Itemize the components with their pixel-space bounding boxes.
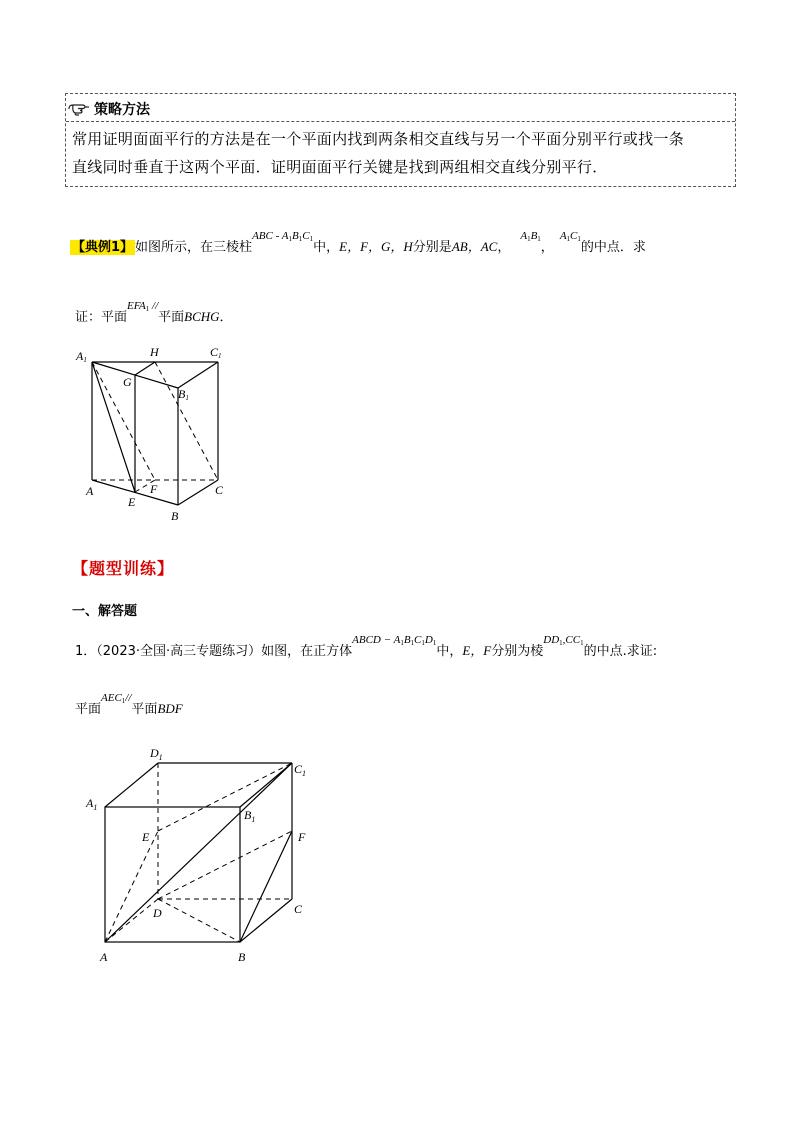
label-f: F (150, 482, 158, 496)
plane-sub: 1 (121, 697, 126, 705)
edge-sub: 1 (580, 639, 584, 647)
strategy-line-2: 直线同时垂直于这两个平面．证明面面平行关键是找到两组相交直线分别平行． (72, 158, 608, 176)
label-a1: A1 (76, 349, 87, 364)
cube-sub: 1 (410, 639, 415, 647)
seg-part: C (570, 230, 578, 242)
label-c: C (294, 902, 303, 916)
label-d1: $D_1$ (150, 746, 163, 762)
parallel-symbol: // (149, 300, 159, 312)
question-number: 1． (75, 644, 97, 659)
question-text: 中， (436, 644, 463, 659)
prism-part: B (292, 230, 299, 242)
label-b1: B1 (178, 387, 189, 402)
edge-sub: 1 (559, 639, 563, 647)
question-text: 平面 (131, 702, 158, 717)
example1-line-2 (75, 300, 233, 325)
segment-a1b1 (520, 230, 540, 242)
question1-line-1 (75, 634, 658, 659)
parallel-symbol: // (125, 692, 132, 704)
segment-a1c1 (560, 230, 581, 242)
label-a: A (100, 950, 108, 964)
strategy-box (65, 93, 736, 187)
prism-figure (70, 340, 240, 525)
cube-name (352, 634, 436, 646)
label-f: F (298, 830, 306, 844)
label-b: B (171, 509, 179, 523)
plane-sub: 1 (145, 305, 150, 313)
segments: AB，AC (451, 239, 498, 254)
cube-part: C (414, 634, 422, 646)
example1-text: ， (540, 240, 554, 255)
cube-part: D (424, 634, 433, 646)
seg-part: B (530, 230, 538, 242)
strategy-body (72, 125, 732, 181)
example-tag: 【典例1】 (72, 240, 134, 255)
seg-sub: 1 (566, 235, 571, 243)
prism-part: ABC - A (252, 230, 289, 242)
plane-bchg: BCHG (184, 309, 220, 324)
label-b: B (238, 950, 246, 964)
seg-part: A (559, 230, 567, 242)
example1-text: ， (497, 240, 511, 255)
strategy-divider (66, 121, 735, 122)
label-e: E (128, 495, 136, 509)
question1-line-2 (75, 692, 183, 717)
cube-sub: 1 (432, 639, 437, 647)
cube-figure (80, 735, 330, 970)
label-a: A (86, 484, 94, 498)
label-b1: $B_1$ (244, 808, 256, 824)
example1-text: 平面 (158, 310, 185, 325)
edges (543, 634, 583, 646)
strategy-line-1: 常用证明面面平行的方法是在一个平面内找到两条相交直线与另一个平面分别平行或找一条 (72, 130, 685, 148)
edge-part: ,CC (562, 634, 581, 646)
prism-part: C (302, 230, 310, 242)
cube-part: ABCD − A (352, 634, 401, 646)
seg-part: A (520, 230, 528, 242)
example1-text: 证：平面 (75, 310, 128, 325)
prism-sub: 1 (288, 235, 293, 243)
label-a1: $A_1$ (86, 796, 98, 812)
example1-text: 如图所示，在三棱柱 (135, 240, 253, 255)
question-text: 分别为棱 (491, 644, 544, 659)
seg-sub: 1 (527, 235, 531, 243)
prism-name (252, 230, 313, 242)
cube-part: B (403, 634, 411, 646)
plane-aec1 (101, 692, 131, 704)
label-e: E (142, 830, 150, 844)
points-list: E，F，G，H (339, 239, 413, 254)
cube-sub: 1 (400, 639, 404, 647)
subsection-title: 一、解答题 (72, 604, 138, 619)
strategy-title: 策略方法 (94, 102, 150, 118)
plane-efa1 (127, 300, 158, 312)
label-c: C (215, 483, 224, 497)
example1-text: 的中点．求 (580, 240, 646, 255)
example1-line-1 (70, 230, 646, 255)
example1-text: 分别是 (412, 240, 452, 255)
example1-text: ． (219, 310, 233, 325)
prism-sub: 1 (309, 235, 314, 243)
label-c1: C1 (210, 345, 222, 360)
edge-part: DD (543, 634, 560, 646)
plane-part: AEC (101, 692, 122, 704)
question-text: 的中点.求证: (583, 644, 658, 659)
example1-text: 中， (313, 240, 340, 255)
label-d: D (153, 906, 162, 920)
question-source: （2023·全国·高三专题练习）如图，在正方体 (96, 644, 353, 659)
strategy-header (68, 98, 150, 120)
seg-sub: 1 (537, 235, 541, 243)
label-c1: $C_1$ (294, 762, 307, 778)
question-text: 平面 (75, 702, 102, 717)
plane-part: EFA (127, 300, 146, 312)
cube-sub: 1 (421, 639, 425, 647)
label-g: G (123, 375, 132, 389)
plane-bdf: BDF (157, 701, 183, 716)
label-h: H (150, 345, 159, 359)
pointing-hand-icon (68, 101, 90, 117)
prism-sub: 1 (298, 235, 303, 243)
seg-sub: 1 (577, 235, 581, 243)
points-list: E，F (462, 643, 492, 658)
training-title: 【题型训练】 (72, 559, 175, 578)
